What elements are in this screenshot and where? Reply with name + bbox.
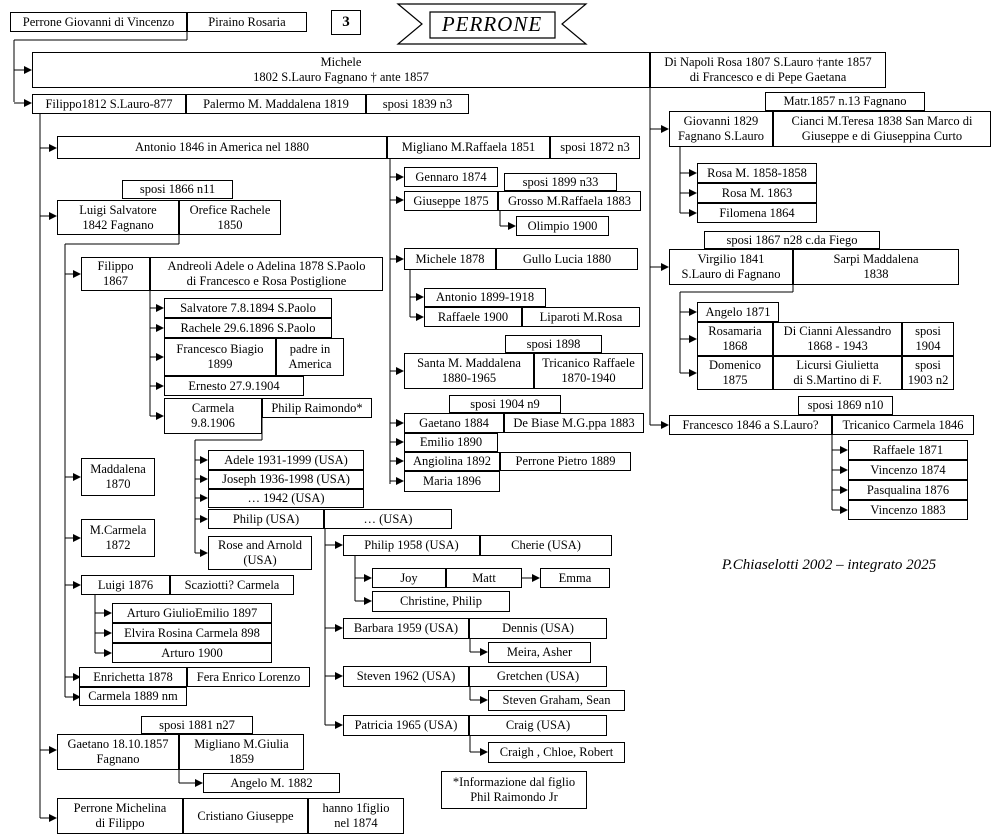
maddalena1870-box: Maddalena 1870 xyxy=(81,458,155,496)
raffaele1900-box: Raffaele 1900 xyxy=(424,307,522,327)
gaetano1857-box: Gaetano 18.10.1857 Fagnano xyxy=(57,734,179,770)
michele1878-wife-box: Gullo Lucia 1880 xyxy=(496,248,638,270)
rosamaria-sposi-box: sposi 1904 xyxy=(902,322,954,356)
angiolina-box: Angiolina 1892 xyxy=(404,452,500,471)
carmela1889-box: Carmela 1889 nm xyxy=(79,687,187,706)
parents-right-box: Piraino Rosaria xyxy=(187,12,307,32)
francesco1846-box: Francesco 1846 a S.Lauro? xyxy=(669,415,832,435)
virgilio-sposi-box: sposi 1867 n28 c.da Fiego xyxy=(704,231,880,249)
domenico-wife-box: Licursi Giulietta di S.Martino di F. xyxy=(773,356,902,390)
salvatore-box: Salvatore 7.8.1894 S.Paolo xyxy=(164,298,332,318)
philip-usa-box: Philip (USA) xyxy=(208,509,324,529)
luigi1876-wife-box: Scaziotti? Carmela xyxy=(170,575,294,595)
michele1878-box: Michele 1878 xyxy=(404,248,496,270)
craigh-chloe-box: Craigh , Chloe, Robert xyxy=(488,742,625,763)
arturo-giulio-box: Arturo GiulioEmilio 1897 xyxy=(112,603,272,623)
child1942-box: … 1942 (USA) xyxy=(208,489,364,508)
enrichetta-husband-box: Fera Enrico Lorenzo xyxy=(187,667,310,687)
domenico-box: Domenico 1875 xyxy=(697,356,773,390)
filippo1867-box: Filippo 1867 xyxy=(81,257,150,291)
raffaele1900-wife-box: Liparoti M.Rosa xyxy=(522,307,640,327)
matt-box: Matt xyxy=(446,568,522,588)
luigi-box: Luigi Salvatore 1842 Fagnano xyxy=(57,200,179,235)
gretchen-box: Gretchen (USA) xyxy=(469,666,607,687)
angiolina-husband-box: Perrone Pietro 1889 xyxy=(500,452,631,471)
rosa1858-box: Rosa M. 1858-1858 xyxy=(697,163,817,183)
santa-husband-box: Tricanico Raffaele 1870-1940 xyxy=(534,353,643,389)
parents-left-box: Perrone Giovanni di Vincenzo xyxy=(10,12,187,32)
antonio-sposi-box: sposi 1872 n3 xyxy=(550,136,640,159)
gaetano1884-box: Gaetano 1884 xyxy=(404,413,504,433)
michelina-box: Perrone Michelina di Filippo xyxy=(57,798,183,834)
luigi-sposi-box: sposi 1866 n11 xyxy=(122,180,233,199)
giovanni-wife-box: Cianci M.Teresa 1838 San Marco di Giuseppe e di Giuseppina Curto xyxy=(773,111,991,147)
cherie-box: Cherie (USA) xyxy=(480,535,612,556)
angelo1882-box: Angelo M. 1882 xyxy=(203,773,340,793)
antonio-box: Antonio 1846 in America nel 1880 xyxy=(57,136,387,159)
santa-box: Santa M. Maddalena 1880-1965 xyxy=(404,353,534,389)
giuseppe-sposi-box: sposi 1899 n33 xyxy=(504,173,617,191)
patricia-box: Patricia 1965 (USA) xyxy=(343,715,469,736)
mcarmela1872-box: M.Carmela 1872 xyxy=(81,519,155,557)
gaetano1884-wife-box: De Biase M.G.ppa 1883 xyxy=(504,413,644,433)
giovanni-matr-box: Matr.1857 n.13 Fagnano xyxy=(765,92,925,111)
antonio-wife-box: Migliano M.Raffaela 1851 xyxy=(387,136,550,159)
rosamaria-husband-box: Di Cianni Alessandro 1868 - 1943 xyxy=(773,322,902,356)
vincenzo1874-box: Vincenzo 1874 xyxy=(848,460,968,480)
emma-box: Emma xyxy=(540,568,610,588)
surname-title: PERRONE xyxy=(441,11,543,36)
gaetano1857-wife-box: Migliano M.Giulia 1859 xyxy=(179,734,304,770)
carmela1906-husband-box: Philip Raimondo* xyxy=(262,398,372,418)
credit-text: P.Chiaselotti 2002 – integrato 2025 xyxy=(721,556,937,573)
luigi1876-box: Luigi 1876 xyxy=(81,575,170,595)
santa-sposi-box: sposi 1898 xyxy=(505,335,602,353)
gaetano1857-sposi-box: sposi 1881 n27 xyxy=(141,716,253,734)
filippo1867-wife-box: Andreoli Adele o Adelina 1878 S.Paolo di Francesco e Rosa Postiglione xyxy=(150,257,383,291)
michele-wife-box: Di Napoli Rosa 1807 S.Lauro †ante 1857 di Francesco e di Pepe Gaetana xyxy=(650,52,886,88)
vincenzo1883-box: Vincenzo 1883 xyxy=(848,500,968,520)
francesco1846-wife-box: Tricanico Carmela 1846 xyxy=(832,415,974,435)
michelina-husband-box: Cristiano Giuseppe xyxy=(183,798,308,834)
arturo1900-box: Arturo 1900 xyxy=(112,643,272,663)
maria1896-box: Maria 1896 xyxy=(404,471,500,492)
filippo-sposi-box: sposi 1839 n3 xyxy=(366,94,469,114)
joy-box: Joy xyxy=(372,568,446,588)
giovanni-box: Giovanni 1829 Fagnano S.Lauro xyxy=(669,111,773,147)
giuseppe-box: Giuseppe 1875 xyxy=(404,191,498,211)
dennis-box: Dennis (USA) xyxy=(469,618,607,639)
padre-america-box: padre in America xyxy=(276,338,344,376)
virgilio-wife-box: Sarpi Maddalena 1838 xyxy=(793,249,959,285)
domenico-sposi-box: sposi 1903 n2 xyxy=(902,356,954,390)
francesco-biagio-box: Francesco Biagio 1899 xyxy=(164,338,276,376)
rachele-box: Rachele 29.6.1896 S.Paolo xyxy=(164,318,332,338)
rose-arnold-box: Rose and Arnold (USA) xyxy=(208,536,312,570)
virgilio-box: Virgilio 1841 S.Lauro di Fagnano xyxy=(669,249,793,285)
pasqualina-box: Pasqualina 1876 xyxy=(848,480,968,500)
adele-box: Adele 1931-1999 (USA) xyxy=(208,450,364,470)
meira-box: Meira, Asher xyxy=(488,642,591,663)
angelo1871-box: Angelo 1871 xyxy=(697,302,779,322)
joseph-box: Joseph 1936-1998 (USA) xyxy=(208,470,364,489)
luigi-wife-box: Orefice Rachele 1850 xyxy=(179,200,281,235)
ernesto-box: Ernesto 27.9.1904 xyxy=(164,376,304,396)
raffaele1871-box: Raffaele 1871 xyxy=(848,440,968,460)
olimpio-box: Olimpio 1900 xyxy=(516,216,609,236)
christine-box: Christine, Philip xyxy=(372,591,510,612)
gennaro-box: Gennaro 1874 xyxy=(404,167,498,187)
enrichetta-box: Enrichetta 1878 xyxy=(79,667,187,687)
emilio-box: Emilio 1890 xyxy=(404,433,498,452)
francesco-sposi-box: sposi 1869 n10 xyxy=(798,396,893,415)
barbara-box: Barbara 1959 (USA) xyxy=(343,618,469,639)
elvira-box: Elvira Rosina Carmela 898 xyxy=(112,623,272,643)
michelina-note-box: hanno 1figlio nel 1874 xyxy=(308,798,404,834)
rosa1863-box: Rosa M. 1863 xyxy=(697,183,817,203)
antonio1899-box: Antonio 1899-1918 xyxy=(424,288,546,307)
filippo-box: Filippo1812 S.Lauro-877 xyxy=(32,94,186,114)
filomena-box: Filomena 1864 xyxy=(697,203,817,223)
rosamaria-box: Rosamaria 1868 xyxy=(697,322,773,356)
craig-box: Craig (USA) xyxy=(469,715,607,736)
steven-box: Steven 1962 (USA) xyxy=(343,666,469,687)
giuseppe-wife-box: Grosso M.Raffaela 1883 xyxy=(498,191,641,211)
michele-box: Michele 1802 S.Lauro Fagnano † ante 1857 xyxy=(32,52,650,88)
steven-graham-box: Steven Graham, Sean xyxy=(488,690,625,711)
filippo-wife-box: Palermo M. Maddalena 1819 xyxy=(186,94,366,114)
page-number: 3 xyxy=(331,10,361,35)
philip1958-box: Philip 1958 (USA) xyxy=(343,535,480,556)
gaetano1884-sposi-box: sposi 1904 n9 xyxy=(449,395,561,413)
footnote-box: *Informazione dal figlio Phil Raimondo Jr xyxy=(441,771,587,809)
carmela1906-box: Carmela 9.8.1906 xyxy=(164,398,262,434)
philip-usa-wife-box: … (USA) xyxy=(324,509,452,529)
